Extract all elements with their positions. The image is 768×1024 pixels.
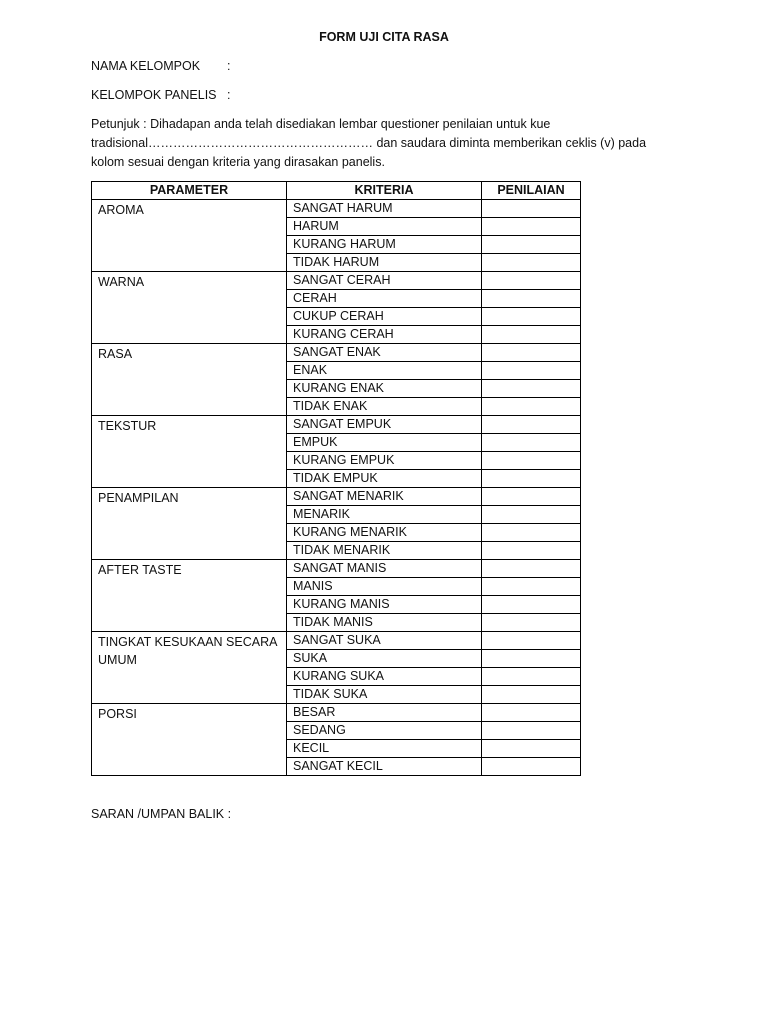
penilaian-checkbox-cell[interactable] [482, 740, 581, 758]
penilaian-checkbox-cell[interactable] [482, 326, 581, 344]
field-separator: : [227, 59, 231, 73]
parameter-cell: AROMA [92, 200, 287, 272]
table-row [92, 632, 581, 650]
table-row [92, 200, 581, 218]
criteria-cell: KURANG MANIS [287, 596, 482, 614]
penilaian-checkbox-cell[interactable] [482, 290, 581, 308]
criteria-cell: CERAH [287, 290, 482, 308]
penilaian-checkbox-cell[interactable] [482, 254, 581, 272]
parameter-cell: WARNA [92, 272, 287, 344]
table-row [92, 488, 581, 506]
table-row [92, 416, 581, 434]
criteria-cell: SANGAT MENARIK [287, 488, 482, 506]
penilaian-checkbox-cell[interactable] [482, 434, 581, 452]
penilaian-checkbox-cell[interactable] [482, 200, 581, 218]
criteria-cell: TIDAK MENARIK [287, 542, 482, 560]
parameter-cell: PORSI [92, 704, 287, 776]
criteria-cell: TIDAK MANIS [287, 614, 482, 632]
penilaian-checkbox-cell[interactable] [482, 488, 581, 506]
penilaian-checkbox-cell[interactable] [482, 236, 581, 254]
penilaian-checkbox-cell[interactable] [482, 722, 581, 740]
criteria-cell: TIDAK HARUM [287, 254, 482, 272]
criteria-cell: SANGAT MANIS [287, 560, 482, 578]
criteria-cell: EMPUK [287, 434, 482, 452]
penilaian-checkbox-cell[interactable] [482, 470, 581, 488]
criteria-cell: SANGAT CERAH [287, 272, 482, 290]
parameter-cell: RASA [92, 344, 287, 416]
penilaian-checkbox-cell[interactable] [482, 650, 581, 668]
field-separator: : [227, 88, 231, 102]
criteria-cell: KECIL [287, 740, 482, 758]
penilaian-checkbox-cell[interactable] [482, 452, 581, 470]
criteria-cell: SANGAT KECIL [287, 758, 482, 776]
penilaian-checkbox-cell[interactable] [482, 542, 581, 560]
parameter-cell: AFTER TASTE [92, 560, 287, 632]
criteria-cell: KURANG ENAK [287, 380, 482, 398]
penilaian-checkbox-cell[interactable] [482, 578, 581, 596]
penilaian-checkbox-cell[interactable] [482, 362, 581, 380]
criteria-cell: SANGAT SUKA [287, 632, 482, 650]
criteria-cell: TIDAK EMPUK [287, 470, 482, 488]
penilaian-checkbox-cell[interactable] [482, 416, 581, 434]
criteria-cell: SANGAT HARUM [287, 200, 482, 218]
penilaian-checkbox-cell[interactable] [482, 632, 581, 650]
penilaian-checkbox-cell[interactable] [482, 380, 581, 398]
penilaian-checkbox-cell[interactable] [482, 758, 581, 776]
evaluation-table [91, 181, 581, 776]
criteria-cell: KURANG MENARIK [287, 524, 482, 542]
penilaian-checkbox-cell[interactable] [482, 686, 581, 704]
criteria-cell: SANGAT EMPUK [287, 416, 482, 434]
criteria-cell: KURANG HARUM [287, 236, 482, 254]
penilaian-checkbox-cell[interactable] [482, 506, 581, 524]
field-kelompok-panelis [91, 88, 230, 102]
penilaian-checkbox-cell[interactable] [482, 596, 581, 614]
header-parameter: PARAMETER [92, 182, 287, 200]
penilaian-checkbox-cell[interactable] [482, 344, 581, 362]
field-label: NAMA KELOMPOK [91, 59, 201, 73]
penilaian-checkbox-cell[interactable] [482, 308, 581, 326]
penilaian-checkbox-cell[interactable] [482, 560, 581, 578]
criteria-cell: KURANG CERAH [287, 326, 482, 344]
criteria-cell: SEDANG [287, 722, 482, 740]
table-body [92, 200, 581, 776]
criteria-cell: KURANG SUKA [287, 668, 482, 686]
form-title: FORM UJI CITA RASA [319, 30, 449, 44]
saran-label: SARAN /UMPAN BALIK : [91, 807, 232, 821]
penilaian-checkbox-cell[interactable] [482, 614, 581, 632]
parameter-cell: TINGKAT KESUKAAN SECARA UMUM [92, 632, 287, 704]
penilaian-checkbox-cell[interactable] [482, 218, 581, 236]
criteria-cell: HARUM [287, 218, 482, 236]
instructions: Petunjuk : Dihadapan anda telah disediakan lembar questioner penilaian untuk kue tradisional……………………………………………… dan saudara diminta memberikan ceklis (v) pada kolom sesuai dengan kriteria yang dirasakan panelis. [91, 117, 647, 169]
criteria-cell: MENARIK [287, 506, 482, 524]
parameter-cell: TEKSTUR [92, 416, 287, 488]
criteria-cell: BESAR [287, 704, 482, 722]
parameter-cell: PENAMPILAN [92, 488, 287, 560]
header-kriteria: KRITERIA [287, 182, 482, 200]
penilaian-checkbox-cell[interactable] [482, 398, 581, 416]
field-nama-kelompok [91, 59, 230, 73]
penilaian-checkbox-cell[interactable] [482, 272, 581, 290]
criteria-cell: KURANG EMPUK [287, 452, 482, 470]
table-row [92, 344, 581, 362]
table-header-row [92, 182, 581, 200]
criteria-cell: CUKUP CERAH [287, 308, 482, 326]
penilaian-checkbox-cell[interactable] [482, 524, 581, 542]
criteria-cell: MANIS [287, 578, 482, 596]
criteria-cell: SANGAT ENAK [287, 344, 482, 362]
criteria-cell: TIDAK SUKA [287, 686, 482, 704]
criteria-cell: TIDAK ENAK [287, 398, 482, 416]
field-label: KELOMPOK PANELIS [91, 88, 217, 102]
penilaian-checkbox-cell[interactable] [482, 668, 581, 686]
criteria-cell: SUKA [287, 650, 482, 668]
table-row [92, 704, 581, 722]
criteria-cell: ENAK [287, 362, 482, 380]
table-row [92, 272, 581, 290]
table-row [92, 560, 581, 578]
header-penilaian: PENILAIAN [482, 182, 581, 200]
penilaian-checkbox-cell[interactable] [482, 704, 581, 722]
